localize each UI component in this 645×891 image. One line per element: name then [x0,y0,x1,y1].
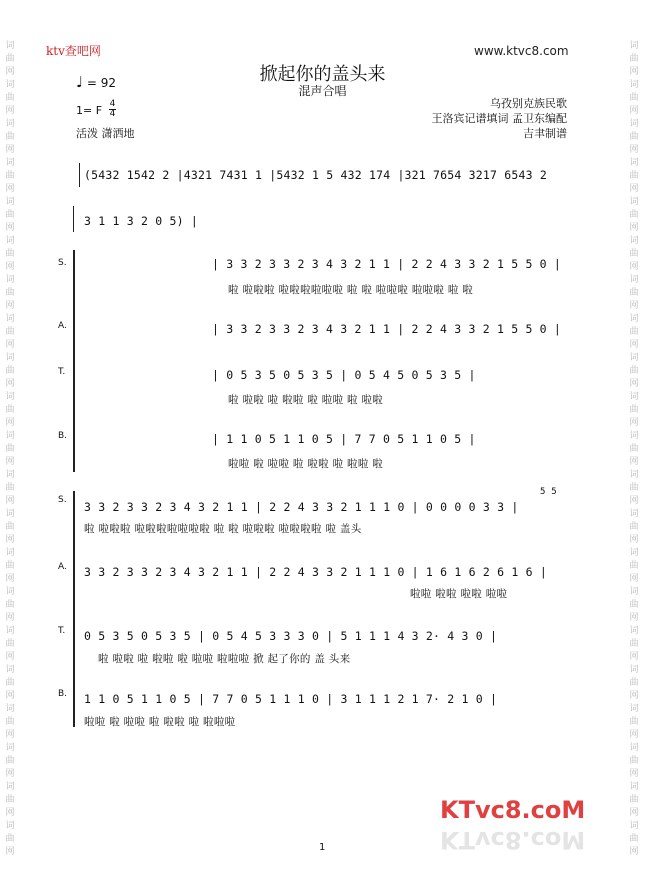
watermark-char: 词 [5,782,15,792]
watermark-char: 曲 [5,210,15,220]
watermark-char: 词 [5,626,15,636]
watermark-char: 词 [629,587,639,597]
system1-alto-notes: | 3 3 2 3 3 2 3 4 3 2 1 1 | 2 2 4 3 3 2 1 5 5 0 | [212,322,562,336]
system2-bracket [73,491,75,727]
watermark-char: 曲 [629,327,639,337]
intro-barline-2 [73,206,74,232]
watermark-char: 词 [629,743,639,753]
watermark-char: 曲 [629,132,639,142]
watermark-char: 词 [5,821,15,831]
watermark-char: 词 [629,509,639,519]
watermark-char: 网 [629,223,639,233]
watermark-char: 网 [629,301,639,311]
system2-soprano-lyrics: 啦 啦啦啦 啦啦啦啦啦啦啦 啦 啦 啦啦啦 啦啦啦啦 啦 盖头 [84,523,362,535]
watermark-char: 曲 [5,327,15,337]
watermark-char: 曲 [5,132,15,142]
watermark-char: 网 [629,457,639,467]
watermark-char: 网 [5,262,15,272]
watermark-char: 网 [629,184,639,194]
watermark-char: 词 [629,41,639,51]
watermark-char: 曲 [5,678,15,688]
quarter-note-icon: ♩ [76,73,84,91]
label-alto-1: A. [58,321,67,331]
song-subtitle: 混声合唱 [298,84,347,98]
system2-alto-lyrics: 啦啦 啦啦 啦啦 啦啦 [410,588,508,600]
watermark-char: 词 [629,821,639,831]
watermark-char: 网 [629,379,639,389]
watermark-char: 网 [629,340,639,350]
watermark-char: 词 [629,704,639,714]
watermark-char: 网 [5,535,15,545]
watermark-char: 曲 [629,405,639,415]
watermark-char: 网 [5,613,15,623]
watermark-char: 网 [5,106,15,116]
system1-tenor-notes: | 0 5 3 5 0 5 3 5 | 0 5 4 5 0 5 3 5 | [212,368,476,382]
time-signature [109,100,116,119]
watermark-char: 曲 [629,756,639,766]
watermark-char: 词 [629,80,639,90]
watermark-char: 曲 [5,249,15,259]
watermark-char: 曲 [629,366,639,376]
watermark-char: 网 [5,808,15,818]
watermark-char: 网 [5,301,15,311]
watermark-char: 曲 [629,834,639,844]
credits [432,96,568,141]
watermark-char: 曲 [5,444,15,454]
watermark-char: 网 [5,574,15,584]
watermark-char: 曲 [5,171,15,181]
system2-alto-notes: 3 3 2 3 3 2 3 4 3 2 1 1 | 2 2 4 3 3 2 1 1 1 0 | 1 6 1 6 2 6 1 6 | [84,565,548,579]
watermark-char: 网 [629,67,639,77]
watermark-char: 词 [5,80,15,90]
watermark-char: 曲 [5,756,15,766]
watermark-char: 曲 [5,717,15,727]
watermark-char: 曲 [629,639,639,649]
watermark-char: 网 [5,184,15,194]
watermark-char: 网 [629,106,639,116]
tempo-marking [76,73,116,91]
watermark-char: 词 [629,158,639,168]
watermark-char: 词 [629,548,639,558]
watermark-char: 词 [629,626,639,636]
watermark-char: 曲 [629,600,639,610]
watermark-char: 曲 [5,93,15,103]
tempo-value: = 92 [86,76,117,90]
watermark-char: 网 [629,808,639,818]
watermark-char: 词 [629,236,639,246]
watermark-char: 词 [629,314,639,324]
watermark-char: 网 [5,457,15,467]
watermark-char: 曲 [629,444,639,454]
system2-soprano-notes: 3 3 2 3 3 2 3 4 3 2 1 1 | 2 2 4 3 3 2 1 1 1 0 | 0 0 0 0 3 3 | [84,500,519,514]
watermark-char: 网 [629,730,639,740]
watermark-char: 曲 [629,561,639,571]
watermark-char: 网 [5,730,15,740]
watermark-char: 词 [5,314,15,324]
watermark-char: 曲 [629,210,639,220]
watermark-char: 网 [629,769,639,779]
watermark-char: 网 [629,691,639,701]
label-soprano-2: S. [58,495,67,505]
site-logo-text: ktv查吧网 [46,44,101,58]
watermark-char: 词 [5,353,15,363]
watermark-char: 词 [629,665,639,675]
watermark-char: 网 [629,496,639,506]
watermark-char: 词 [5,197,15,207]
label-tenor-2: T. [58,626,66,636]
system1-bass-lyrics: 啦啦 啦 啦啦 啦 啦啦 啦 啦啦 啦 [228,458,384,470]
watermark-char: 词 [5,41,15,51]
system1-soprano-notes: | 3 3 2 3 3 2 3 4 3 2 1 1 | 2 2 4 3 3 2 1 5 5 0 | [212,257,562,271]
watermark-char: 网 [5,379,15,389]
watermark-char: 词 [5,587,15,597]
watermark-char: 曲 [629,522,639,532]
watermark-char: 网 [629,418,639,428]
watermark-char: 曲 [5,795,15,805]
label-soprano-1: S. [58,258,67,268]
watermark-char: 词 [629,392,639,402]
site-url: www.ktvc8.com [474,44,569,58]
watermark-char: 曲 [5,54,15,64]
intro-notes-line1: (5432 1542 2 |4321 7431 1 |5432 1 5 432 174 |321 7654 3217 6543 2 [84,168,548,182]
system1-soprano-lyrics: 啦 啦啦啦 啦啦啦啦啦啦 啦 啦 啦啦啦 啦啦啦 啦 啦 [228,284,474,296]
watermark-char: 词 [5,431,15,441]
watermark-char: 网 [5,847,15,857]
watermark-char: 词 [5,509,15,519]
watermark-char: 网 [629,262,639,272]
watermark-char: 曲 [629,54,639,64]
system2-soprano-above: 5 5 [540,487,557,497]
system1-bass-notes: | 1 1 0 5 1 1 0 5 | 7 7 0 5 1 1 0 5 | [212,432,476,446]
system1-bracket [73,250,75,472]
watermark-char: 网 [5,652,15,662]
system2-tenor-lyrics: 啦 啦啦 啦 啦啦 啦 啦啦 啦啦啦 掀 起了你的 盖 头来 [98,653,351,665]
label-bass-2: B. [58,689,68,699]
watermark-char: 曲 [629,483,639,493]
watermark-char: 词 [5,704,15,714]
watermark-char: 曲 [5,561,15,571]
watermark-char: 网 [5,145,15,155]
watermark-char: 网 [5,496,15,506]
watermark-char: 网 [5,418,15,428]
label-alto-2: A. [58,562,67,572]
watermark-char: 曲 [629,93,639,103]
watermark-char: 曲 [629,678,639,688]
watermark-char: 词 [629,782,639,792]
intro-barline [79,163,80,187]
system2-bass-notes: 1 1 0 5 1 1 0 5 | 7 7 0 5 1 1 1 0 | 3 1 1 1 2 1 7· 2 1 0 | [84,692,498,706]
footer-logo-reflection: KTvc8.coM [440,826,586,854]
watermark-char: 曲 [629,288,639,298]
label-bass-1: B. [58,431,68,441]
watermark-char: 曲 [5,522,15,532]
watermark-char: 曲 [5,483,15,493]
watermark-char: 词 [629,275,639,285]
watermark-char: 网 [629,535,639,545]
credit-arrangers: 王洛宾记谱填词 孟卫东编配 [431,112,567,125]
label-tenor-1: T. [58,367,66,377]
watermark-char: 词 [5,548,15,558]
watermark-char: 网 [629,574,639,584]
song-title: 掀起你的盖头来 [259,64,386,85]
watermark-char: 网 [629,145,639,155]
watermark-char: 网 [629,847,639,857]
watermark-char: 曲 [5,600,15,610]
watermark-char: 曲 [5,639,15,649]
system2-tenor-notes: 0 5 3 5 0 5 3 5 | 0 5 4 5 3 3 3 0 | 5 1 1 1 4 3 2· 4 3 0 | [84,629,498,643]
watermark-char: 词 [5,392,15,402]
footer-logo: KTvc8.coM [440,796,586,824]
watermark-char: 网 [629,652,639,662]
watermark-char: 曲 [5,834,15,844]
watermark-char: 网 [5,691,15,701]
watermark-char: 词 [5,236,15,246]
watermark-char: 词 [5,119,15,129]
watermark-char: 词 [629,119,639,129]
watermark-char: 曲 [629,717,639,727]
system1-tenor-lyrics: 啦 啦啦 啦 啦啦 啦 啦啦 啦 啦啦 [228,394,384,406]
watermark-char: 曲 [629,171,639,181]
watermark-char: 网 [629,613,639,623]
credit-origin: 乌孜别克族民歌 [490,97,567,110]
key-signature: 1= F [76,104,103,117]
intro-notes-line2: 3 1 1 3 2 0 5) | [84,214,198,228]
watermark-char: 网 [5,223,15,233]
meter-top: 4 [109,99,116,109]
watermark-char: 曲 [629,249,639,259]
performance-style: 活泼 潇洒地 [76,127,135,140]
watermark-char: 曲 [5,405,15,415]
page-number: 1 [319,842,326,853]
watermark-char: 词 [5,275,15,285]
watermark-char: 词 [5,158,15,168]
system2-bass-lyrics: 啦啦 啦 啦啦 啦 啦啦 啦 啦啦啦 [84,716,236,728]
left-watermark-column [4,40,16,859]
watermark-char: 曲 [5,288,15,298]
meter-bottom: 4 [109,109,116,119]
credit-transcriber: 吉聿制谱 [523,127,567,140]
watermark-char: 曲 [5,366,15,376]
right-watermark-column [628,40,640,859]
watermark-char: 词 [629,470,639,480]
watermark-char: 曲 [629,795,639,805]
watermark-char: 词 [5,665,15,675]
watermark-char: 词 [629,197,639,207]
watermark-char: 词 [5,470,15,480]
watermark-char: 网 [5,340,15,350]
watermark-char: 词 [629,431,639,441]
watermark-char: 词 [629,353,639,363]
watermark-char: 网 [5,67,15,77]
watermark-char: 网 [5,769,15,779]
watermark-char: 词 [5,743,15,753]
